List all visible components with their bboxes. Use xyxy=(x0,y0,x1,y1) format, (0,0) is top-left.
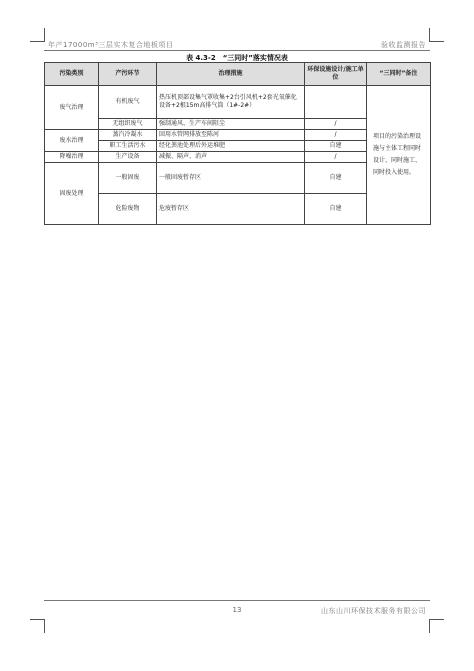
unit-cell: 自建 xyxy=(305,141,367,152)
measure-cell: 一般固废暂存区 xyxy=(157,163,305,194)
measure-cell: 经化粪池处理后外运堆肥 xyxy=(157,141,305,152)
category-cell: 废水治理 xyxy=(45,130,99,152)
crop-mark xyxy=(429,28,430,42)
header-report-type: 验收监测报告 xyxy=(381,41,426,49)
col-header-measure: 治理措施 xyxy=(157,63,305,86)
crop-mark xyxy=(30,619,44,620)
col-header-unit: 环保设施设计/施工单位 xyxy=(305,63,367,86)
category-cell: 固废处理 xyxy=(45,163,99,225)
crop-mark xyxy=(44,28,45,42)
source-cell: 蒸汽冷凝水 xyxy=(99,130,157,141)
category-cell: 降噪治理 xyxy=(45,152,99,163)
col-header-category: 污染类别 xyxy=(45,63,99,86)
header-rule xyxy=(44,50,430,51)
header-project-title: 年产17000m³三层实木复合地板项目 xyxy=(48,41,174,49)
footer-company: 山东山川环保技术服务有限公司 xyxy=(321,607,426,615)
source-cell: 危险废物 xyxy=(99,194,157,225)
table-header-row xyxy=(45,63,431,86)
unit-cell: 自建 xyxy=(305,194,367,225)
col-header-remark: “三同时”备注 xyxy=(367,63,431,86)
remark-cell: 项目的污染治理设施与主体工程同时设计、同时施工、同时投入使用。 xyxy=(367,86,431,225)
source-cell: 有机废气 xyxy=(99,86,157,119)
crop-mark xyxy=(430,41,444,42)
source-cell: 一般固废 xyxy=(99,163,157,194)
measure-cell: 危废暂存区 xyxy=(157,194,305,225)
measure-cell: 强制通风、生产车间阻尘 xyxy=(157,119,305,130)
unit-cell: / xyxy=(305,130,367,141)
unit-cell xyxy=(305,86,367,119)
category-cell: 废气治理 xyxy=(45,86,99,130)
unit-cell: 自建 xyxy=(305,163,367,194)
three-simultaneous-table xyxy=(44,62,431,225)
page-number: 13 xyxy=(232,606,242,614)
crop-mark xyxy=(44,619,45,633)
table-row xyxy=(45,86,431,119)
measure-cell: 减振、隔声、消声 xyxy=(157,152,305,163)
footer-rule xyxy=(44,600,430,601)
source-cell: 无组织废气 xyxy=(99,119,157,130)
source-cell: 职工生活污水 xyxy=(99,141,157,152)
crop-mark xyxy=(429,619,430,633)
measure-cell: 热压机顶部设集气罩收集+2台引风机+2套光氧催化设备+2根15m高排气筒（1#-2#） xyxy=(157,86,305,119)
measure-cell: 回用水管网排放至陈河 xyxy=(157,130,305,141)
crop-mark xyxy=(430,619,444,620)
table-caption: 表 4.3-2 “三同时”落实情况表 xyxy=(186,54,288,62)
col-header-source: 产污环节 xyxy=(99,63,157,86)
crop-mark xyxy=(30,41,44,42)
unit-cell: / xyxy=(305,119,367,130)
source-cell: 生产设备 xyxy=(99,152,157,163)
unit-cell: / xyxy=(305,152,367,163)
